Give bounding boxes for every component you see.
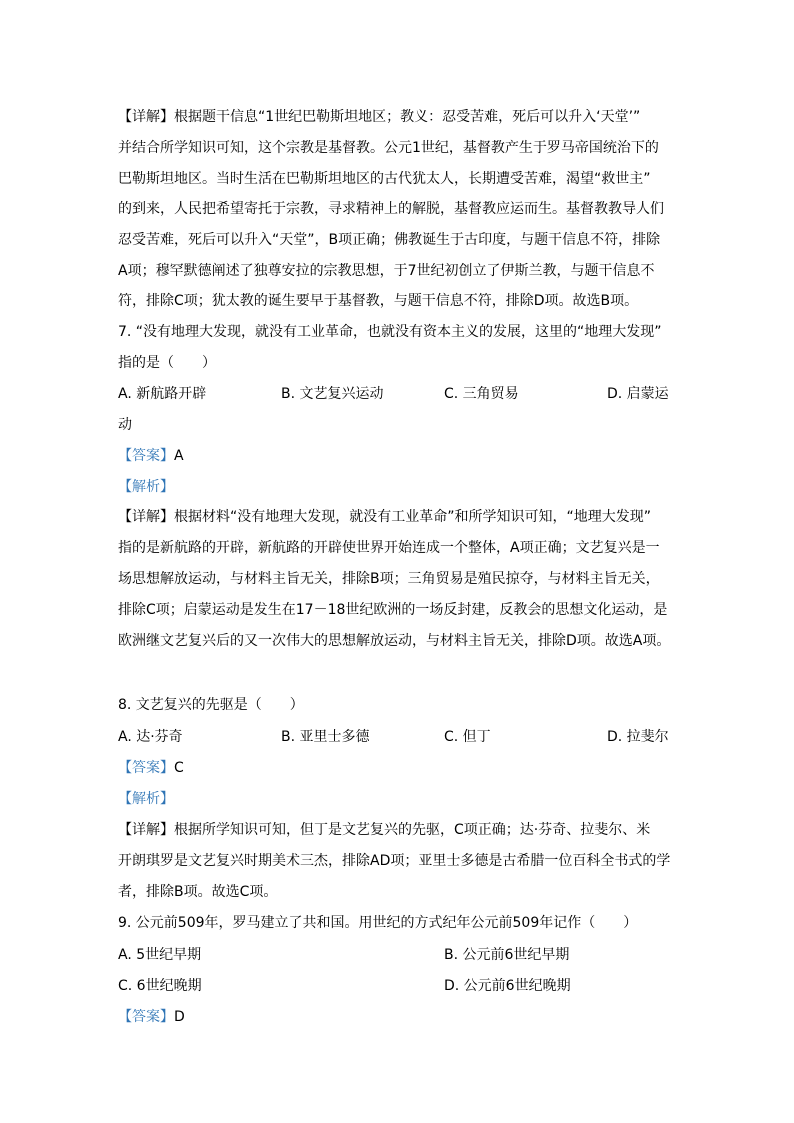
analysis-label: 【解析】 [118,479,174,495]
detail-line: 欧洲继文艺复兴后的又一次伟大的思想解放运动，与材料主旨无关，排除D项。故选A项。 [118,633,671,649]
option-a: A. 5世纪早期 [118,947,202,963]
detail-line: 者，排除B项。故选C项。 [118,884,278,900]
detail-line: 符，排除C项；犹太教的诞生要早于基督教，与题干信息不符，排除D项。故选B项。 [118,293,639,309]
detail-line: 开朗琪罗是文艺复兴时期美术三杰，排除AD项；亚里士多德是古希腊一位百科全书式的学 [118,853,671,869]
option-d: D. 公元前6世纪晚期 [444,978,571,994]
detail-line: 【详解】根据材料“没有地理大发现，就没有工业革命”和所学知识可知，“地理大发现” [118,509,652,525]
answer-line [118,1008,185,1026]
detail-line: 【详解】根据所学知识可知，但丁是文艺复兴的先驱，C项正确；达·芬奇、拉斐尔、米 [118,822,651,838]
answer-line [118,447,184,465]
detail-line: 并结合所学知识可知，这个宗教是基督教。公元1世纪，基督教产生于罗马帝国统治下的 [118,140,659,156]
option-d: D. 拉斐尔 [607,729,669,745]
answer-value: C [174,760,184,776]
analysis-label: 【解析】 [118,791,174,807]
question-stem: 8. 文艺复兴的先驱是（ ） [118,697,304,713]
detail-line: 忍受苦难，死后可以升入“天堂”，B项正确；佛教诞生于古印度，与题干信息不符，排除 [118,232,661,248]
question-stem: 9. 公元前509年，罗马建立了共和国。用世纪的方式纪年公元前509年记作（ ） [118,915,638,931]
detail-line: 指的是新航路的开辟，新航路的开辟使世界开始连成一个整体，A项正确；文艺复兴是一 [118,540,660,556]
detail-line: 【详解】根据题干信息“1世纪巴勒斯坦地区；教义：忍受苦难，死后可以升入‘天堂’” [118,109,641,125]
option-d: D. 启蒙运 [607,386,669,402]
answer-label: 【答案】 [118,448,174,464]
option-b: B. 公元前6世纪早期 [444,947,570,963]
option-c: C. 三角贸易 [444,386,519,402]
detail-line: 巴勒斯坦地区。当时生活在巴勒斯坦地区的古代犹太人，长期遭受苦难，渴望“救世主” [118,171,651,187]
option-c: C. 6世纪晚期 [118,978,202,994]
detail-line: 排除C项；启蒙运动是发生在17－18世纪欧洲的一场反封建，反教会的思想文化运动，是 [118,602,668,618]
detail-line: A项；穆罕默德阐述了独尊安拉的宗教思想，于7世纪初创立了伊斯兰教，与题干信息不 [118,263,655,279]
option-a: A. 新航路开辟 [118,386,207,402]
option-b: B. 文艺复兴运动 [281,386,384,402]
answer-label: 【答案】 [118,1009,174,1025]
answer-value: D [174,1009,185,1025]
option-b: B. 亚里士多德 [281,729,370,745]
question-stem: 指的是（ ） [118,355,216,371]
option-c: C. 但丁 [444,729,491,745]
detail-line: 场思想解放运动，与材料主旨无关，排除B项；三角贸易是殖民掠夺，与材料主旨无关， [118,571,660,587]
answer-label: 【答案】 [118,760,174,776]
question-stem: 7. “没有地理大发现，就没有工业革命，也就没有资本主义的发展，这里的“地理大发现” [118,324,662,340]
answer-value: A [174,448,184,464]
answer-line [118,759,184,777]
option-a: A. 达·芬奇 [118,729,183,745]
detail-line: 的到来，人民把希望寄托于宗教，寻求精神上的解脱，基督教应运而生。基督教教导人们 [118,201,664,217]
option-wrap: 动 [118,417,132,433]
